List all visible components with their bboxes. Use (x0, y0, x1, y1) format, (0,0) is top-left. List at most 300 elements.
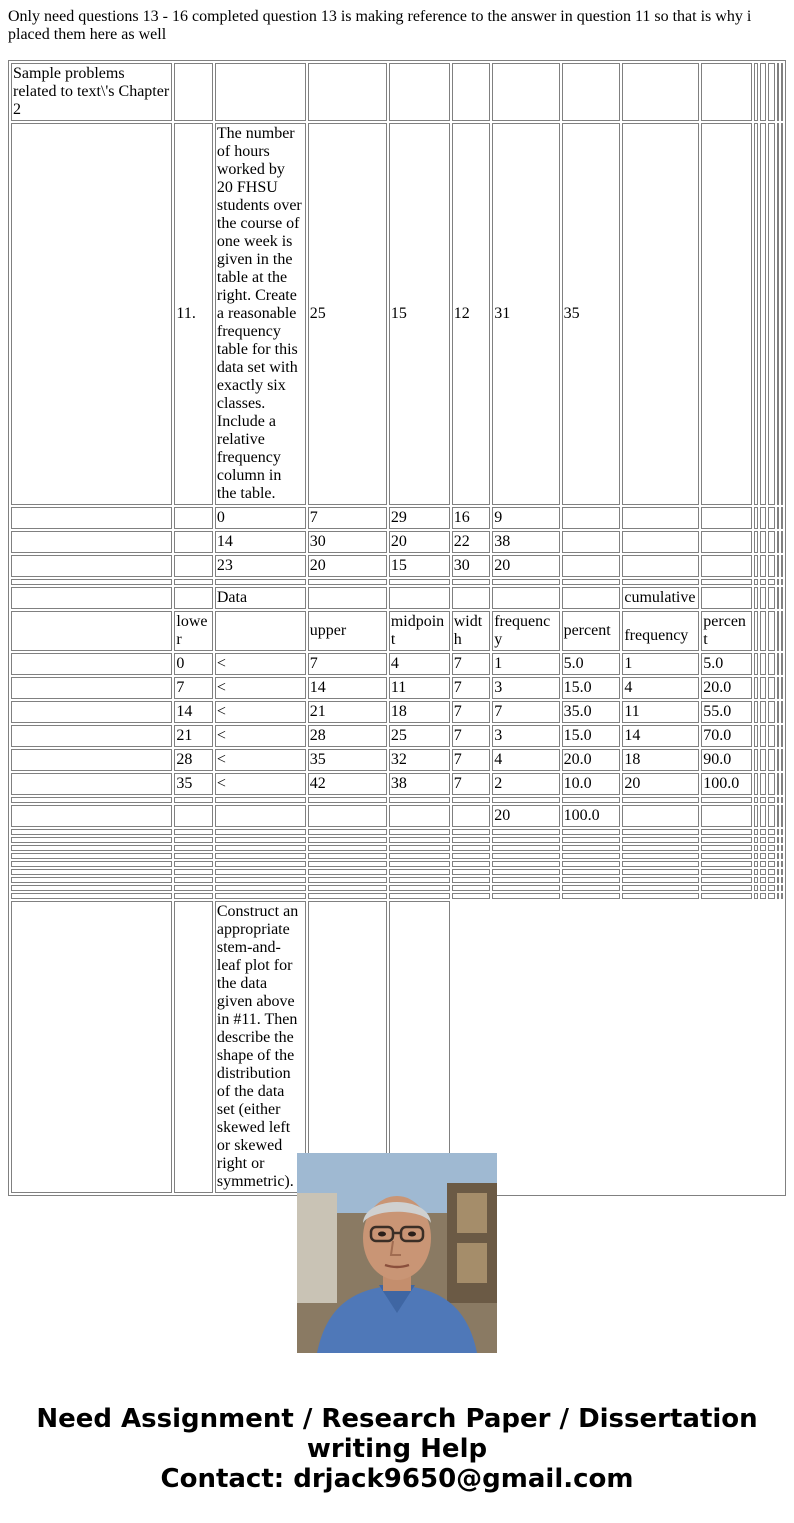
table-cell (308, 885, 387, 891)
table-cell (11, 725, 172, 747)
table-cell (701, 885, 751, 891)
table-cell: 4 (492, 749, 559, 771)
table-cell (754, 797, 758, 803)
table-cell (389, 587, 450, 609)
table-cell (174, 845, 212, 851)
table-cell (781, 845, 783, 851)
table-cell (492, 63, 559, 121)
table-cell (777, 507, 779, 529)
table-cell (11, 805, 172, 827)
table-cell (781, 587, 783, 609)
table-cell: 23 (215, 555, 306, 577)
table-cell (777, 725, 779, 747)
table-cell (215, 845, 306, 851)
table-cell: 20 (308, 555, 387, 577)
table-cell (308, 837, 387, 843)
cumulative-label: cumulative (622, 587, 699, 609)
table-cell (562, 853, 621, 859)
table-cell (622, 123, 699, 505)
table-cell: 38 (492, 531, 559, 553)
table-cell: < (215, 701, 306, 723)
table-cell (452, 797, 490, 803)
column-header: midpoint (389, 611, 450, 651)
table-cell (754, 653, 758, 675)
table-cell (452, 861, 490, 867)
table-cell (760, 797, 766, 803)
table-cell: 42 (308, 773, 387, 795)
table-cell (562, 885, 621, 891)
table-cell (492, 885, 559, 891)
table-cell (768, 653, 774, 675)
table-row (11, 677, 783, 699)
table-cell: 30 (452, 555, 490, 577)
table-cell (754, 805, 758, 827)
table-cell (781, 829, 783, 835)
table-cell (754, 853, 758, 859)
table-cell (11, 837, 172, 843)
table-cell (760, 531, 766, 553)
table-cell (215, 805, 306, 827)
table-row (11, 531, 783, 553)
table-cell: 32 (389, 749, 450, 771)
table-cell (452, 853, 490, 859)
table-cell (11, 797, 172, 803)
table-cell (492, 845, 559, 851)
table-cell (11, 893, 172, 899)
column-header: percent (562, 611, 621, 651)
table-cell: 20 (492, 555, 559, 577)
table-cell (768, 555, 774, 577)
table-cell (11, 901, 172, 1193)
table-cell (622, 579, 699, 585)
table-cell (754, 63, 758, 121)
table-cell (174, 861, 212, 867)
table-cell: 35.0 (562, 701, 621, 723)
table-cell (215, 861, 306, 867)
table-cell: 21 (174, 725, 212, 747)
table-header-row (11, 611, 783, 651)
table-cell: 11 (622, 701, 699, 723)
table-cell (562, 531, 621, 553)
table-cell (777, 869, 779, 875)
table-cell (452, 845, 490, 851)
table-cell (754, 773, 758, 795)
table-cell (452, 893, 490, 899)
table-cell (562, 869, 621, 875)
table-cell (215, 579, 306, 585)
total-frequency: 20 (492, 805, 559, 827)
table-cell (754, 579, 758, 585)
table-cell: 25 (308, 123, 387, 505)
table-cell (754, 837, 758, 843)
table-cell (701, 797, 751, 803)
table-cell: < (215, 677, 306, 699)
table-cell: 35 (174, 773, 212, 795)
table-cell (11, 653, 172, 675)
table-row (11, 653, 783, 675)
column-header: width (452, 611, 490, 651)
table-cell: 25 (389, 725, 450, 747)
table-cell (754, 885, 758, 891)
author-photo (297, 1153, 497, 1353)
table-cell (760, 63, 766, 121)
table-cell (768, 845, 774, 851)
table-cell (701, 507, 751, 529)
total-percent: 100.0 (562, 805, 621, 827)
table-cell: 15 (389, 555, 450, 577)
table-cell (389, 579, 450, 585)
table-cell (308, 861, 387, 867)
table-cell (452, 829, 490, 835)
table-cell (768, 853, 774, 859)
table-cell: 4 (389, 653, 450, 675)
table-row (11, 587, 783, 609)
table-cell (215, 829, 306, 835)
table-cell (174, 797, 212, 803)
table-cell (308, 797, 387, 803)
table-cell (562, 829, 621, 835)
table-row (11, 555, 783, 577)
table-cell (622, 837, 699, 843)
table-cell (452, 805, 490, 827)
table-cell (562, 837, 621, 843)
table-cell: 35 (562, 123, 621, 505)
table-cell (174, 63, 212, 121)
table-cell (562, 579, 621, 585)
table-cell: 10.0 (562, 773, 621, 795)
table-cell (760, 861, 766, 867)
table-cell (622, 853, 699, 859)
table-cell (11, 123, 172, 505)
table-cell (760, 805, 766, 827)
table-cell (389, 837, 450, 843)
table-cell (492, 861, 559, 867)
table-cell (760, 611, 766, 651)
table-cell: 7 (174, 677, 212, 699)
table-cell: < (215, 725, 306, 747)
table-cell (492, 893, 559, 899)
table-cell (760, 701, 766, 723)
table-row (11, 579, 783, 585)
table-row (11, 845, 783, 851)
table-cell (174, 507, 212, 529)
table-cell: 16 (452, 507, 490, 529)
table-cell (777, 893, 779, 899)
table-cell (174, 853, 212, 859)
table-row (11, 901, 783, 1193)
table-cell (781, 63, 783, 121)
table-cell (760, 885, 766, 891)
table-cell (492, 797, 559, 803)
table-cell (777, 677, 779, 699)
table-cell (492, 869, 559, 875)
table-cell: 15 (389, 123, 450, 505)
table-cell (562, 893, 621, 899)
table-cell (781, 749, 783, 771)
table-cell (389, 869, 450, 875)
table-cell (308, 869, 387, 875)
table-cell (308, 893, 387, 899)
table-cell (389, 797, 450, 803)
table-cell (701, 869, 751, 875)
table-cell (622, 797, 699, 803)
table-cell: 29 (389, 507, 450, 529)
table-cell (215, 63, 306, 121)
table-cell (777, 829, 779, 835)
table-cell (308, 853, 387, 859)
question-number: 11. (174, 123, 212, 505)
table-cell (768, 63, 774, 121)
table-cell (781, 677, 783, 699)
table-cell: 7 (308, 653, 387, 675)
table-cell (174, 829, 212, 835)
table-cell (777, 653, 779, 675)
table-cell: 1 (622, 653, 699, 675)
table-row (11, 725, 783, 747)
table-cell: 35 (308, 749, 387, 771)
table-cell (777, 63, 779, 121)
table-cell (760, 853, 766, 859)
table-cell (174, 587, 212, 609)
table-cell: 21 (308, 701, 387, 723)
table-cell: 7 (452, 677, 490, 699)
table-cell (781, 885, 783, 891)
table-cell (701, 861, 751, 867)
table-cell (174, 893, 212, 899)
sheet-title: Sample problems related to text\'s Chapter 2 (11, 63, 172, 121)
question-text: The number of hours worked by 20 FHSU students over the course of one week is given in the table at the right. Create a reasonable frequency table for this data set with exactly six classes. Include a relative frequency column in the table. (215, 123, 306, 505)
table-cell (760, 749, 766, 771)
table-cell (768, 123, 774, 505)
table-cell (452, 885, 490, 891)
table-cell (11, 845, 172, 851)
table-cell (622, 861, 699, 867)
table-cell (308, 63, 387, 121)
table-cell (11, 749, 172, 771)
table-cell (11, 869, 172, 875)
table-cell (754, 861, 758, 867)
table-cell (754, 611, 758, 651)
table-cell (562, 845, 621, 851)
table-cell (11, 555, 172, 577)
table-cell (754, 869, 758, 875)
table-cell (701, 579, 751, 585)
table-row (11, 701, 783, 723)
table-cell (754, 701, 758, 723)
table-cell: 90.0 (701, 749, 751, 771)
table-cell (492, 853, 559, 859)
table-cell (215, 837, 306, 843)
table-cell: 31 (492, 123, 559, 505)
table-cell (777, 555, 779, 577)
table-cell (781, 805, 783, 827)
table-cell (452, 877, 490, 883)
table-cell: 0 (215, 507, 306, 529)
table-row (11, 797, 783, 803)
table-cell: 14 (174, 701, 212, 723)
table-cell (781, 725, 783, 747)
data-label: Data (215, 587, 306, 609)
table-row (11, 877, 783, 883)
table-cell (754, 749, 758, 771)
table-cell (174, 869, 212, 875)
table-cell (781, 893, 783, 899)
table-cell (777, 805, 779, 827)
table-cell (760, 837, 766, 843)
table-cell (760, 587, 766, 609)
table-cell: 7 (492, 701, 559, 723)
table-cell (452, 587, 490, 609)
table-cell (754, 677, 758, 699)
table-cell (562, 587, 621, 609)
table-cell (760, 725, 766, 747)
table-cell (622, 877, 699, 883)
table-cell (754, 531, 758, 553)
table-cell: 14 (215, 531, 306, 553)
table-row (11, 805, 783, 827)
table-cell (781, 653, 783, 675)
table-cell (562, 63, 621, 121)
table-cell (760, 773, 766, 795)
table-cell (701, 123, 751, 505)
table-cell (215, 877, 306, 883)
spreadsheet-table (8, 60, 786, 1196)
table-cell: 20 (389, 531, 450, 553)
table-cell (781, 611, 783, 651)
table-cell (389, 893, 450, 899)
table-cell (760, 829, 766, 835)
table-cell: 28 (174, 749, 212, 771)
table-row (11, 507, 783, 529)
table-cell (754, 877, 758, 883)
table-cell (701, 893, 751, 899)
table-cell (777, 749, 779, 771)
table-row (11, 63, 783, 121)
table-cell (781, 853, 783, 859)
table-cell (174, 805, 212, 827)
table-cell (781, 877, 783, 883)
table-cell (622, 531, 699, 553)
table-cell (562, 877, 621, 883)
table-cell (562, 507, 621, 529)
table-cell (777, 123, 779, 505)
table-cell (777, 531, 779, 553)
column-header: upper (308, 611, 387, 651)
table-cell (754, 829, 758, 835)
table-cell: 7 (452, 701, 490, 723)
table-cell (777, 861, 779, 867)
table-cell (389, 861, 450, 867)
table-cell: 20.0 (562, 749, 621, 771)
table-cell (760, 507, 766, 529)
table-cell (622, 893, 699, 899)
table-cell (174, 531, 212, 553)
table-cell (768, 877, 774, 883)
table-cell (760, 845, 766, 851)
table-cell (768, 677, 774, 699)
table-cell (701, 531, 751, 553)
table-cell (622, 555, 699, 577)
table-cell (452, 63, 490, 121)
table-cell (701, 845, 751, 851)
table-cell (389, 63, 450, 121)
table-cell (622, 63, 699, 121)
table-cell (754, 845, 758, 851)
table-cell (781, 837, 783, 843)
table-cell (215, 893, 306, 899)
table-cell: 11 (389, 677, 450, 699)
table-cell (389, 805, 450, 827)
table-cell (622, 869, 699, 875)
table-cell (768, 749, 774, 771)
table-cell (760, 677, 766, 699)
table-cell (492, 877, 559, 883)
table-cell: 7 (452, 725, 490, 747)
table-cell (11, 853, 172, 859)
table-cell (11, 507, 172, 529)
table-cell (768, 797, 774, 803)
table-cell (11, 701, 172, 723)
table-cell: 12 (452, 123, 490, 505)
table-cell (781, 507, 783, 529)
table-cell: 38 (389, 773, 450, 795)
table-cell (492, 587, 559, 609)
table-cell: 14 (308, 677, 387, 699)
table-cell: 15.0 (562, 677, 621, 699)
table-cell (754, 123, 758, 505)
table-cell (768, 885, 774, 891)
table-cell: 0 (174, 653, 212, 675)
table-cell (701, 837, 751, 843)
table-cell: 20.0 (701, 677, 751, 699)
table-cell (777, 701, 779, 723)
table-cell (760, 877, 766, 883)
table-cell: 3 (492, 677, 559, 699)
table-cell (389, 901, 450, 1193)
table-cell (11, 587, 172, 609)
table-cell (174, 579, 212, 585)
table-cell (11, 611, 172, 651)
table-cell (492, 579, 559, 585)
table-row (11, 885, 783, 891)
table-cell (389, 853, 450, 859)
table-cell (768, 531, 774, 553)
table-cell: 55.0 (701, 701, 751, 723)
table-cell (777, 845, 779, 851)
table-cell (768, 611, 774, 651)
table-row (11, 829, 783, 835)
table-cell (777, 611, 779, 651)
table-cell (452, 837, 490, 843)
table-cell: 3 (492, 725, 559, 747)
table-cell (308, 877, 387, 883)
table-cell (760, 123, 766, 505)
table-cell (701, 805, 751, 827)
table-cell (622, 507, 699, 529)
promo-banner (0, 1404, 794, 1494)
table-cell: 5.0 (562, 653, 621, 675)
column-header: frequency (492, 611, 559, 651)
table-cell (754, 587, 758, 609)
table-cell (622, 829, 699, 835)
table-cell (781, 579, 783, 585)
table-cell (777, 837, 779, 843)
table-cell (777, 797, 779, 803)
table-cell (777, 885, 779, 891)
table-cell (389, 885, 450, 891)
column-header: lower (174, 611, 212, 651)
table-row (11, 861, 783, 867)
